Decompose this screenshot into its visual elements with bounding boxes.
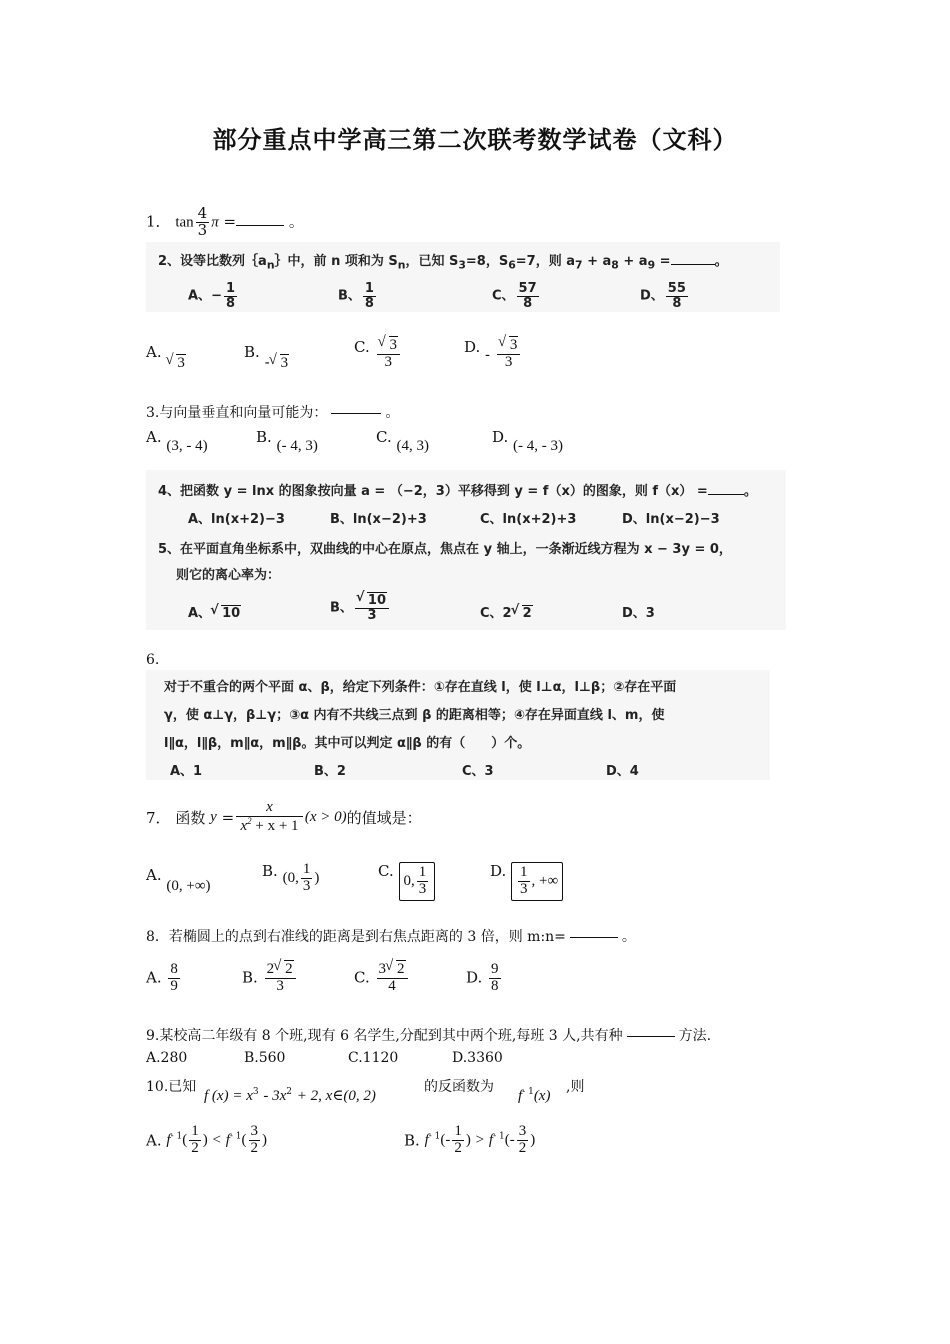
q1-option-a: A. √ 3 xyxy=(146,343,186,362)
q10-option-a: A. $f^{- 1}$( $\frac{1}{2}$ ) < $f^{- 1}$( $\frac{3}{2}$ ) xyxy=(146,1123,268,1156)
question-4: 4、把函数 y = lnx 的图象按向量 a = （−2，3）平移得到 y = f（x）的图象，则 f（x） = 。 xyxy=(158,484,757,499)
q4-option-c: C、ln(x+2)+3 xyxy=(480,512,577,527)
question-3: 3.与向量垂直和向量可能为： 。 xyxy=(146,405,400,421)
question-9: 9.某校高二年级有 8 个班,现有 6 名学生,分配到其中两个班,每班 3 人,共有种 方法. xyxy=(146,1028,712,1044)
q4-option-d: D、ln(x−2)−3 xyxy=(622,512,720,527)
q6-option-c: C、3 xyxy=(462,764,494,779)
question-1 xyxy=(146,206,304,239)
q2-option-c: C、 $\frac{57}{8}$ xyxy=(492,281,537,311)
q1-option-b: B. -√ 3 xyxy=(244,343,289,362)
q1-option-d: D. - √ $\frac{3}{3}$ xyxy=(464,338,522,371)
q6-option-d: D、4 xyxy=(606,764,639,779)
q6-option-b: B、2 xyxy=(314,764,346,779)
question-5: 5、在平面直角坐标系中，双曲线的中心在原点，焦点在 y 轴上，一条渐近线方程为 x − 3y = 0， xyxy=(158,542,732,557)
q6-number: 6. xyxy=(146,652,160,668)
q2-option-d: D、 $\frac{55}{8}$ xyxy=(640,281,686,311)
q5-option-c: C、2√ 2 xyxy=(480,602,533,621)
question-2: 2、设等比数列$\{a_n\}$中，前 n 项和为 $S_n$，已知 $S_3=8$，$S_6=7$，则 $a_7 + a_8 + a_9$ = 。 xyxy=(158,254,728,272)
question-5-line2: 则它的离心率为： xyxy=(176,568,281,583)
q5-option-b: B、 √ $\frac{10}{3}$ xyxy=(330,594,391,622)
q1-pi: π xyxy=(211,214,219,231)
q8-option-b: B. $\frac{2√ 2}{3}$ xyxy=(242,962,298,995)
q7-option-b: B. (0, $\frac{1}{3}$ ) xyxy=(262,861,320,894)
q9-option-a: A.280 xyxy=(146,1050,188,1066)
q5-option-d: D、3 xyxy=(622,606,655,621)
q2-option-a: A、− $\frac{1}{8}$ xyxy=(188,281,236,311)
page-title: 部分重点中学高三第二次联考数学试卷（文科） xyxy=(212,126,738,154)
question-10: 10.已知 xyxy=(146,1079,197,1095)
question-6-line1: 对于不重合的两个平面 α、β，给定下列条件：①存在直线 l，使 l⊥α，l⊥β；②存在平面 xyxy=(164,680,677,695)
q9-option-b: B.560 xyxy=(244,1050,286,1066)
q2-option-b: B、 $\frac{1}{8}$ xyxy=(338,281,374,311)
q5-option-a: A、√ 10 xyxy=(188,602,241,621)
q4-option-a: A、ln(x+2)−3 xyxy=(188,512,285,527)
q3-option-a: A. (3, - 4) xyxy=(146,428,208,454)
q3-option-b: B. (- 4, 3) xyxy=(256,428,318,454)
q10-inverse: $f^{- 1}(x)$ xyxy=(518,1087,551,1104)
q9-option-d: D.3360 xyxy=(452,1050,503,1066)
q1-option-c: C. √ $\frac{3}{3}$ xyxy=(354,338,402,371)
question-7: 7． 函数 y = $\frac{x}{x^2 + x + 1}$ (x > 0)的值域是： xyxy=(146,799,422,834)
q10-function: f $(x) = x^3 - 3x^2 + 2$, x∈(0, 2) xyxy=(204,1087,376,1104)
q7-option-a: A. (0, +∞) xyxy=(146,866,211,894)
q1-equals: = xyxy=(223,212,237,231)
q3-option-c: C. (4, 3) xyxy=(376,428,429,454)
question-8: 8．若椭圆上的点到右准线的距离是到右焦点距离的 3 倍，则 m:n= 。 xyxy=(146,929,636,945)
q8-option-d: D. $\frac{9}{8}$ xyxy=(466,961,499,994)
q1-end: 。 xyxy=(288,212,304,231)
q8-option-a: A. $\frac{8}{9}$ xyxy=(146,961,178,994)
q8-option-c: C. $\frac{3√ 2}{4}$ xyxy=(354,962,410,995)
q7-option-d: D. $\frac{1}{3}$ , +∞ xyxy=(490,862,563,901)
q10-stem2: 的反函数为 xyxy=(424,1079,494,1095)
q1-blank xyxy=(236,225,284,226)
q6-option-a: A、1 xyxy=(170,764,203,779)
question-6-line3: l∥α，l∥β，m∥α，m∥β。其中可以判定 α∥β 的有（ ）个。 xyxy=(164,736,531,751)
q3-option-d: D. (- 4, - 3) xyxy=(492,428,564,454)
q1-number: 1． xyxy=(146,212,171,231)
q10-stem3: ,则 xyxy=(566,1079,585,1095)
q7-option-c: C. 0, $\frac{1}{3}$ xyxy=(378,862,435,901)
q1-tan: tan xyxy=(175,214,194,231)
q1-fraction: $\frac{4}{3}$ xyxy=(197,204,208,239)
q4-option-b: B、ln(x−2)+3 xyxy=(330,512,427,527)
question-6-line2: γ，使 α⊥γ，β⊥γ；③α 内有不共线三点到 β 的距离相等；④存在异面直线 l、m，使 xyxy=(164,708,665,723)
q9-option-c: C.1120 xyxy=(348,1050,399,1066)
q10-option-b: B. $f^{- 1}(-$ $\frac{1}{2}$ ) > $f^{- 1}(-$ $\frac{3}{2}$ ) xyxy=(404,1123,536,1156)
